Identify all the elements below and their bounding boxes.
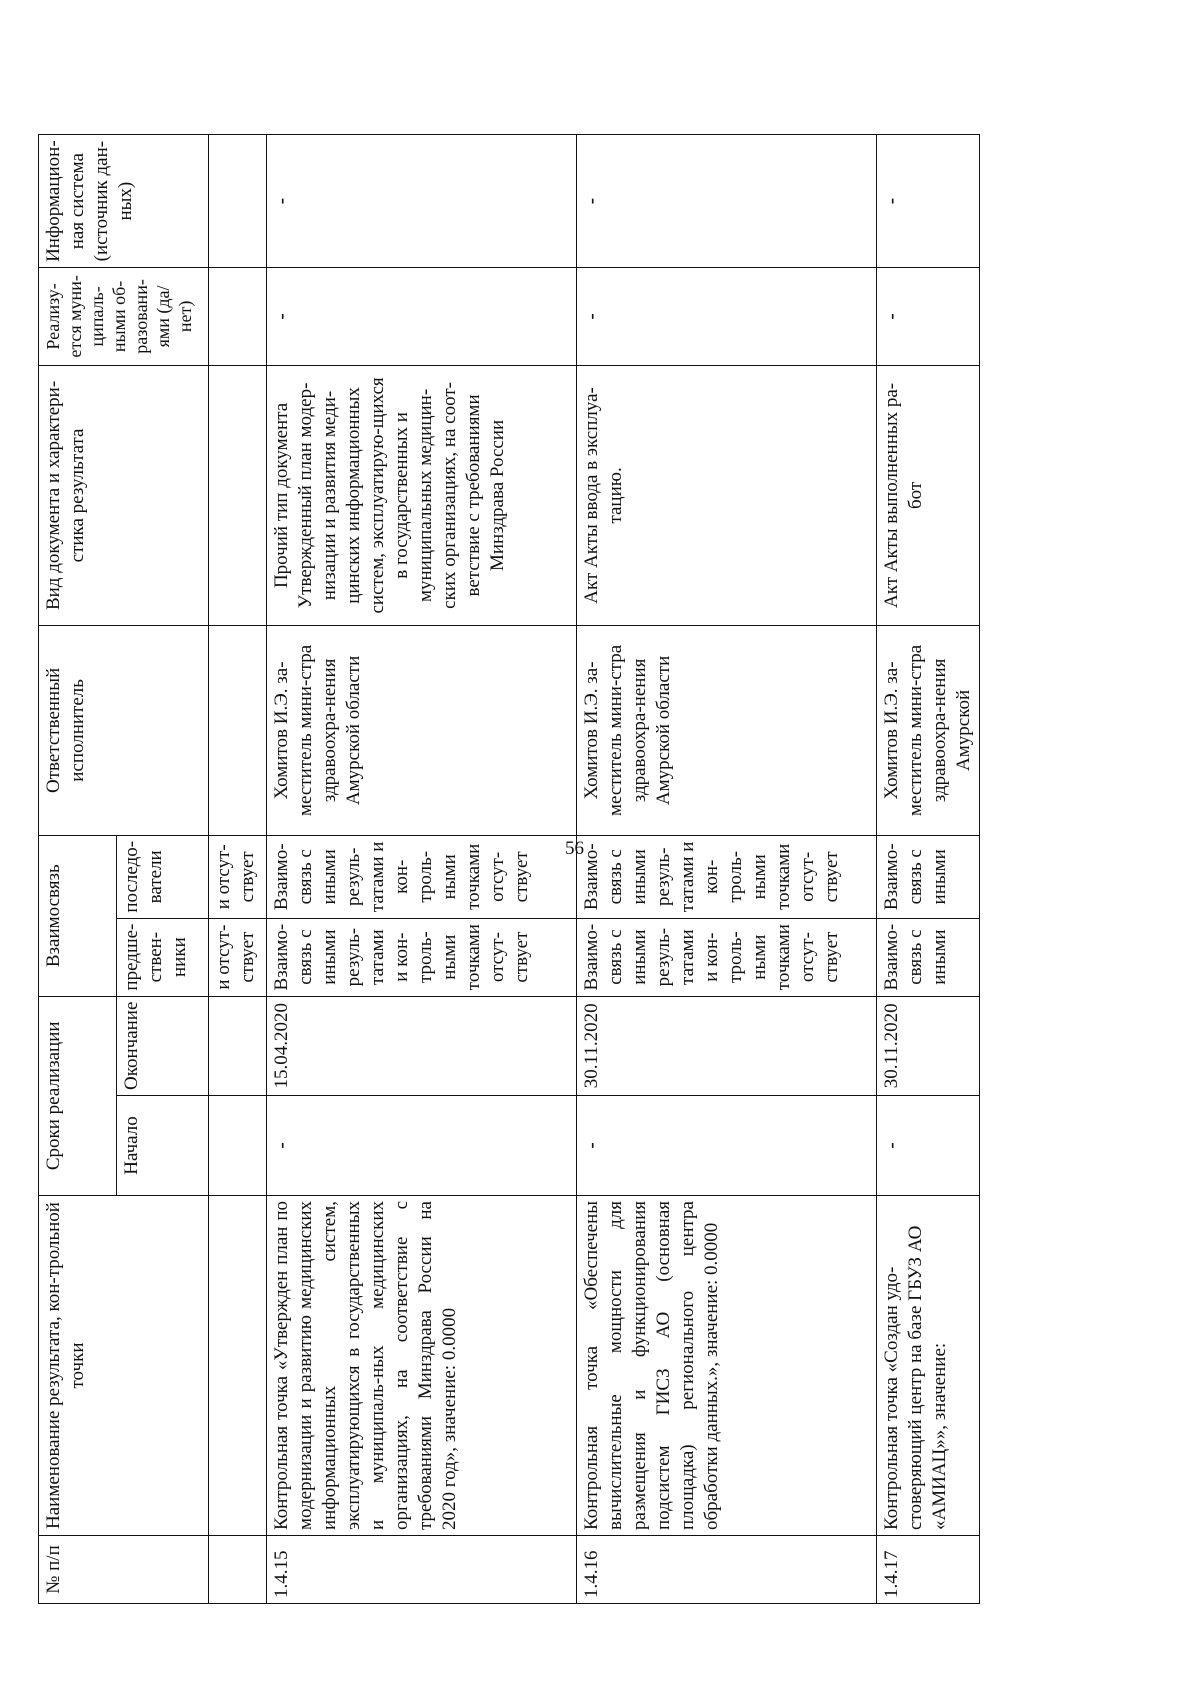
header-successors: последо-ватели: [117, 835, 209, 918]
row-info-system: -: [877, 135, 980, 268]
header-info-system: Информацион-ная система (источник дан-ных): [39, 135, 209, 268]
continuation-empty: [209, 1196, 267, 1536]
row-doc-type: Акт Акты выполненных ра-бот: [877, 365, 980, 625]
row-name: Контрольная точка «Создан удо-стоверяющий центр на базе ГБУЗ АО «АМИАЦ»», значение:: [877, 1196, 980, 1536]
row-predecessors: Взаимо-связь с иными: [877, 918, 980, 996]
row-name: Контрольная точка «Обеспечены вычислительные мощности для размещения и функционирования подсистем ГИСЗ АО (основная площадка) регионального центра обработки данных.», значение: 0.0000: [577, 1196, 877, 1536]
continuation-empty: [209, 996, 267, 1095]
header-doc-type: Вид документа и характери-стика результата: [39, 365, 209, 625]
row-info-system: -: [267, 135, 577, 268]
header-relation: Взаимосвязь: [39, 835, 117, 996]
header-name: Наименование результата, кон-трольной точки: [39, 1196, 209, 1536]
row-info-system: -: [577, 135, 877, 268]
row-predecessors: Взаимо-связь с иными резуль-татами и кон-троль-ными точками отсут-ствует: [577, 918, 877, 996]
continuation-empty: [209, 1536, 267, 1604]
continuation-empty: [209, 625, 267, 835]
row-responsible: Хомитов И.Э. за-меститель мини-стра здравоохра-нения Амурской области: [267, 625, 577, 835]
row-successors: Взаимо-связь с иными резуль-татами и кон-троль-ными точками отсут-ствует: [267, 835, 577, 918]
row-successors: Взаимо-связь с иными: [877, 835, 980, 918]
header-end: Окончание: [117, 996, 209, 1095]
plan-table: [38, 134, 980, 1604]
continuation-empty: [209, 1096, 267, 1196]
row-name: Контрольная точка «Утвержден план по модернизации и развитию медицинских информационных систем, эксплуатирующихся в государственных и муниципаль-ных медицинских организациях, на соответствие с требованиями Минздрава России на 2020 год», значение: 0.0000: [267, 1196, 577, 1536]
row-num: 1.4.15: [267, 1536, 577, 1604]
row-start: -: [267, 1096, 577, 1196]
continuation-empty: [209, 135, 267, 268]
table-row: [267, 135, 577, 1604]
continuation-empty: [209, 267, 267, 365]
row-end: 30.11.2020: [877, 996, 980, 1095]
header-terms: Сроки реализации: [39, 996, 117, 1195]
continuation-empty: [209, 365, 267, 625]
row-municipal: -: [577, 267, 877, 365]
row-num: 1.4.17: [877, 1536, 980, 1604]
row-predecessors: Взаимо-связь с иными резуль-татами и кон-троль-ными точками отсут-ствует: [267, 918, 577, 996]
table-row: [577, 135, 877, 1604]
row-start: -: [577, 1096, 877, 1196]
row-start: -: [877, 1096, 980, 1196]
header-num: № п/п: [39, 1536, 209, 1604]
row-municipal: -: [267, 267, 577, 365]
continuation-successors: и отсут-ствует: [209, 835, 267, 918]
row-responsible: Хомитов И.Э. за-меститель мини-стра здравоохра-нения Амурской области: [577, 625, 877, 835]
table-row: [877, 135, 980, 1604]
row-municipal: -: [877, 267, 980, 365]
row-num: 1.4.16: [577, 1536, 877, 1604]
row-responsible: Хомитов И.Э. за-меститель мини-стра здравоохра-нения Амурской: [877, 625, 980, 835]
row-doc-type: Прочий тип документа Утвержденный план модер-низации и развития меди-цинских информационных систем, эксплуатирую-щихся в государственных и муниципальных медицин-ских организациях, на соот-ветствие с требованиями Минздрава России: [267, 365, 577, 625]
continuation-predecessors: и отсут-ствует: [209, 918, 267, 996]
row-doc-type: Акт Акты ввода в эксплуа-тацию.: [577, 365, 877, 625]
page-number: 56: [565, 838, 584, 859]
row-end: 15.04.2020: [267, 996, 577, 1095]
header-municipal: Реализу-ется муни-ципаль-ными об-разовани-ями (да/нет): [39, 267, 209, 365]
header-responsible: Ответственный исполнитель: [39, 625, 209, 835]
row-successors: Взаимо-связь с иными резуль-татами и кон-троль-ными точками отсут-ствует: [577, 835, 877, 918]
header-start: Начало: [117, 1096, 209, 1196]
header-predecessors: предше-ствен-ники: [117, 918, 209, 996]
row-end: 30.11.2020: [577, 996, 877, 1095]
continuation-row: [209, 135, 267, 1604]
header-row-1: [39, 135, 117, 1604]
